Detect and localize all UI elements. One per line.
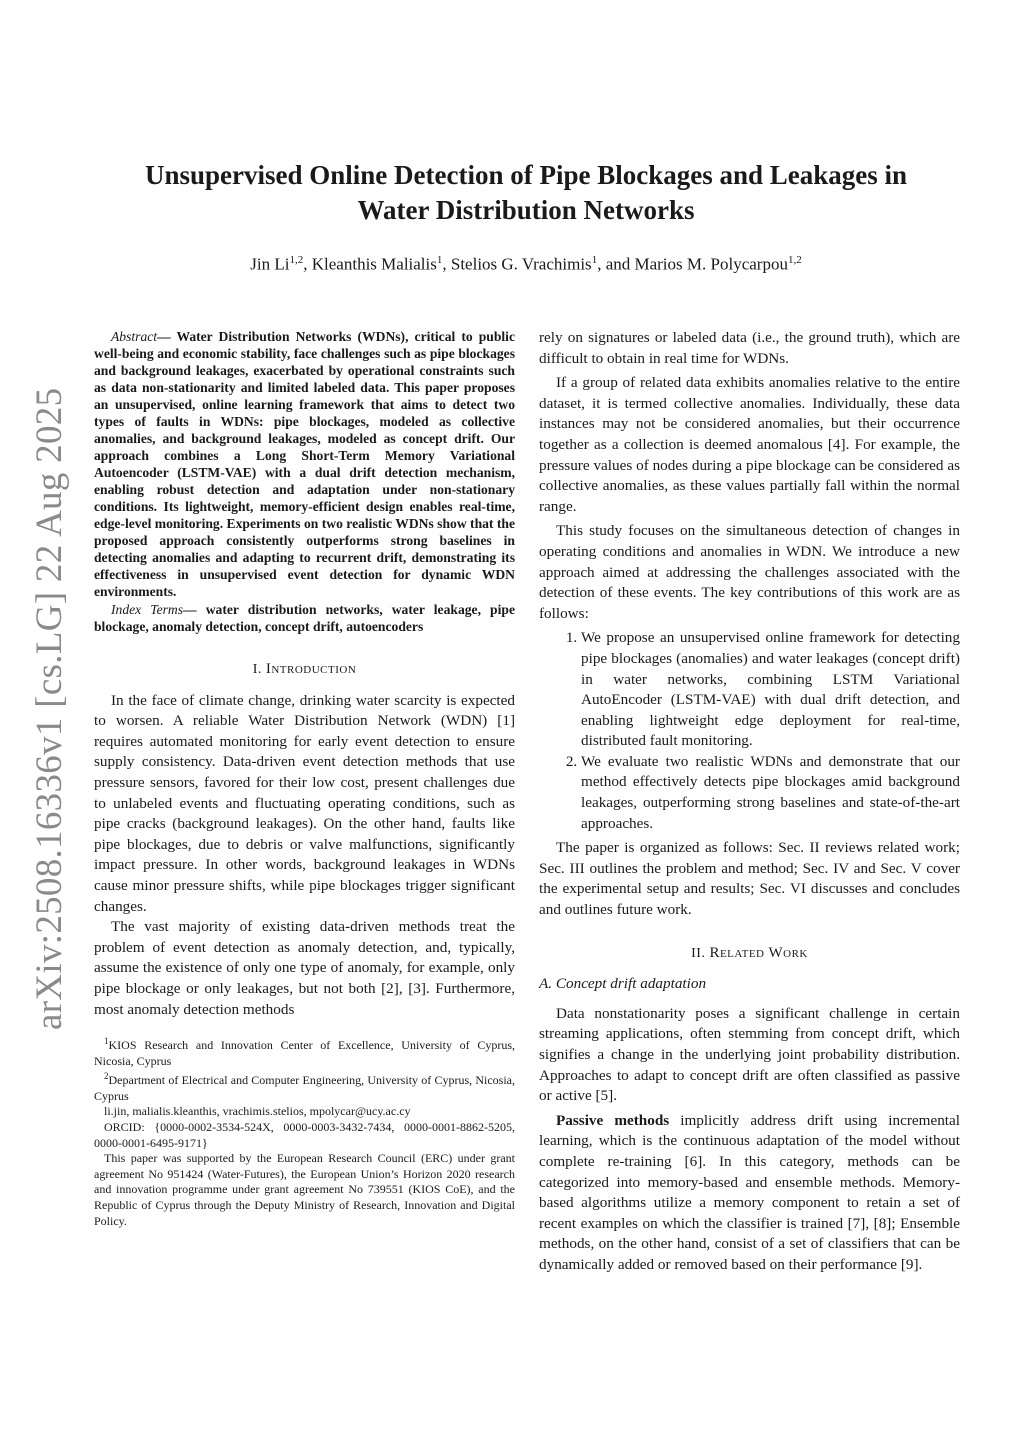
- section-title: Related Work: [709, 944, 808, 961]
- index-terms-label: Index Terms: [111, 602, 184, 617]
- author-name: Marios M. Polycarpou: [634, 254, 788, 274]
- footnote-mark: 1: [104, 1036, 109, 1047]
- footnote-affiliation-2: $^2$Department of Electrical and Computer Engineering, University of Cyprus, Nicosia, Cyprus: [94, 1071, 515, 1103]
- footnote-funding: This paper was supported by the European Research Council (ERC) under grant agreement No 951424 (Water-Futures), the European Union’s Horizon 2020 research and innovation programme under grant agreement No 739551 (KIOS CoE), and the Republic of Cyprus through the Deputy Ministry of Research, Innovation and Digital Policy.: [94, 1151, 515, 1228]
- author-affiliation: 1,2: [787, 254, 802, 266]
- author-name: Kleanthis Malialis: [311, 254, 437, 274]
- title-line-2: Water Distribution Networks: [357, 195, 695, 225]
- author-list: [100, 254, 952, 275]
- author-affiliation: 1: [591, 254, 598, 266]
- footnotes: [94, 1034, 515, 1229]
- intro-paragraph-5: The paper is organized as follows: Sec. II reviews related work; Sec. III outlines the problem and method; Sec. IV and Sec. V cover the experimental setup and results; Sec. VI discusses and concludes and outlines future work.: [539, 839, 960, 919]
- footnote-emails: li.jin, malialis.kleanthis, vrachimis.stelios, mpolycar@ucy.ac.cy: [104, 1104, 411, 1119]
- abstract-label: Abstract: [111, 329, 158, 344]
- footnote-orcid: ORCID: {0000-0002-3534-524X, 0000-0003-3432-7434, 0000-0001-8862-5205, 0000-0001-6495-9171}: [94, 1120, 515, 1150]
- author-name: Stelios G. Vrachimis: [450, 254, 592, 274]
- author-separator: ,: [303, 254, 312, 274]
- author-name: Jin Li: [250, 254, 290, 274]
- related-paragraph-1: Data nonstationarity poses a significant challenge in certain streaming applications, often stemming from concept drift, which signifies a change in the underlying joint probability distribution. Approaches to adapt to concept drift are often classified as passive or active [5].: [539, 1004, 960, 1105]
- subsection-heading: A. Concept drift adaptation: [539, 975, 707, 993]
- intro-paragraph-4: This study focuses on the simultaneous detection of changes in operating conditions and anomalies in WDN. We introduce a new approach aimed at addressing the challenges associated with the detection of these events. The key contributions of this work are as follows:: [539, 522, 960, 622]
- section-heading-introduction: [94, 659, 515, 681]
- footnote-mark: 2: [104, 1071, 109, 1082]
- right-column: [539, 328, 960, 1276]
- intro-paragraph-2: The vast majority of existing data-driven methods treat the problem of event detection as anomaly detection, and, typically, assume the existence of only one type of anomaly, for example, only pipe blockage or only leakages, but not both [2], [3]. Furthermore, most anomaly detection methods: [94, 918, 515, 1018]
- section-title: Introduction: [265, 661, 357, 677]
- footnote-affiliation-1: $^1$KIOS Research and Innovation Center of Excellence, University of Cyprus, Nicosia, Cyprus: [94, 1036, 515, 1068]
- arxiv-identifier-stamp: arXiv:2508.16336v1 [cs.LG] 22 Aug 2025: [29, 387, 70, 1030]
- index-terms: [94, 601, 515, 635]
- related-paragraph-2: Passive methods implicitly address drift using incremental learning, which is the continuous adaptation of the model without complete re-training [6]. In this category, methods can be categorized into memory-based and ensemble methods. Memory-based algorithms utilize a memory component to retain a set of recent examples on which the classifier is trained [7], [8]; Ensemble methods, on the other hand, consist of a set of classifiers that can be dynamically added or removed based on their performance [9].: [539, 1111, 960, 1273]
- section-number: II.: [691, 945, 706, 961]
- intro-paragraph-3: If a group of related data exhibits anomalies relative to the entire dataset, it is termed collective anomalies. Individually, these data instances may not be considered anomalies, but their occurrence together as a collection is deemed anomalous [4]. For example, the pressure values of nodes during a pipe blockage can be considered as collective anomalies, as these values partially fall within the normal range.: [539, 374, 960, 515]
- title-line-1: Unsupervised Online Detection of Pipe Blockages and Leakages in: [144, 160, 908, 190]
- paper-title: [100, 158, 952, 228]
- section-heading-related-work: [539, 943, 960, 965]
- intro-paragraph-2-continued: rely on signatures or labeled data (i.e., the ground truth), which are difficult to obtain in real time for WDNs.: [539, 329, 960, 367]
- section-number: I.: [252, 662, 262, 677]
- intro-paragraph-1: In the face of climate change, drinking water scarcity is expected to worsen. A reliable Water Distribution Network (WDN) [1] requires automated monitoring for early event detection to ensure supply consistency. Data-driven event detection methods that use pressure sensors, favored for their low cost, present challenges due to unlabeled events and fluctuating operating conditions, such as pipe cracks (background leakages). On the other hand, faults like pipe blockages, due to debris or valve malfunctions, significantly impact pressure. In other words, background leakages in WDNs cause minor pressure shifts, while pipe blockages trigger significant changes.: [94, 691, 515, 915]
- abstract-text: — Water Distribution Networks (WDNs), critical to public well-being and economic stability, face challenges such as pipe blockages and background leakages, exacerbated by operational constraints such as data non-stationarity and limited labeled data. This paper proposes an unsupervised, online learning framework that aims to detect two types of faults in WDNs: pipe blockages, modeled as collective anomalies, and background leakages, modeled as concept drift. Our approach combines a Long Short-Term Memory Variational Autoencoder (LSTM-VAE) with a dual drift detection mechanism, enabling robust detection and adaptation under non-stationary conditions. Its lightweight, memory-efficient design enables real-time, edge-level monitoring. Experiments on two realistic WDNs show that the proposed approach consistently outperforms strong baselines in detecting anomalies and adapting to recurrent drift, demonstrating its effectiveness in unsupervised event detection for dynamic WDN environments.: [94, 329, 515, 599]
- index-terms-text: — water distribution networks, water leakage, pipe blockage, anomaly detection, concept drift, autoencoders: [94, 602, 515, 634]
- author-separator: ,: [442, 254, 451, 274]
- author-affiliation: 1,2: [289, 254, 304, 266]
- left-column: [94, 328, 515, 1229]
- contributions-list: [539, 628, 960, 834]
- passive-methods-keyword: Passive methods: [556, 1111, 670, 1129]
- author-separator: , and: [597, 254, 635, 274]
- abstract: [94, 328, 515, 600]
- author-affiliation: 1: [436, 254, 443, 266]
- contribution-item: 2. We evaluate two realistic WDNs and demonstrate that our method effectively detects pipe blockages amid background leakages, outperforming strong baselines and state-of-the-art approaches.: [581, 752, 960, 834]
- contribution-item: 1. We propose an unsupervised online framework for detecting pipe blockages (anomalies) and water leakages (concept drift) in water networks, combining LSTM Variational AutoEncoder (LSTM-VAE) with dual drift detection, and enabling lightweight edge deployment for real-time, distributed fault monitoring.: [581, 628, 960, 752]
